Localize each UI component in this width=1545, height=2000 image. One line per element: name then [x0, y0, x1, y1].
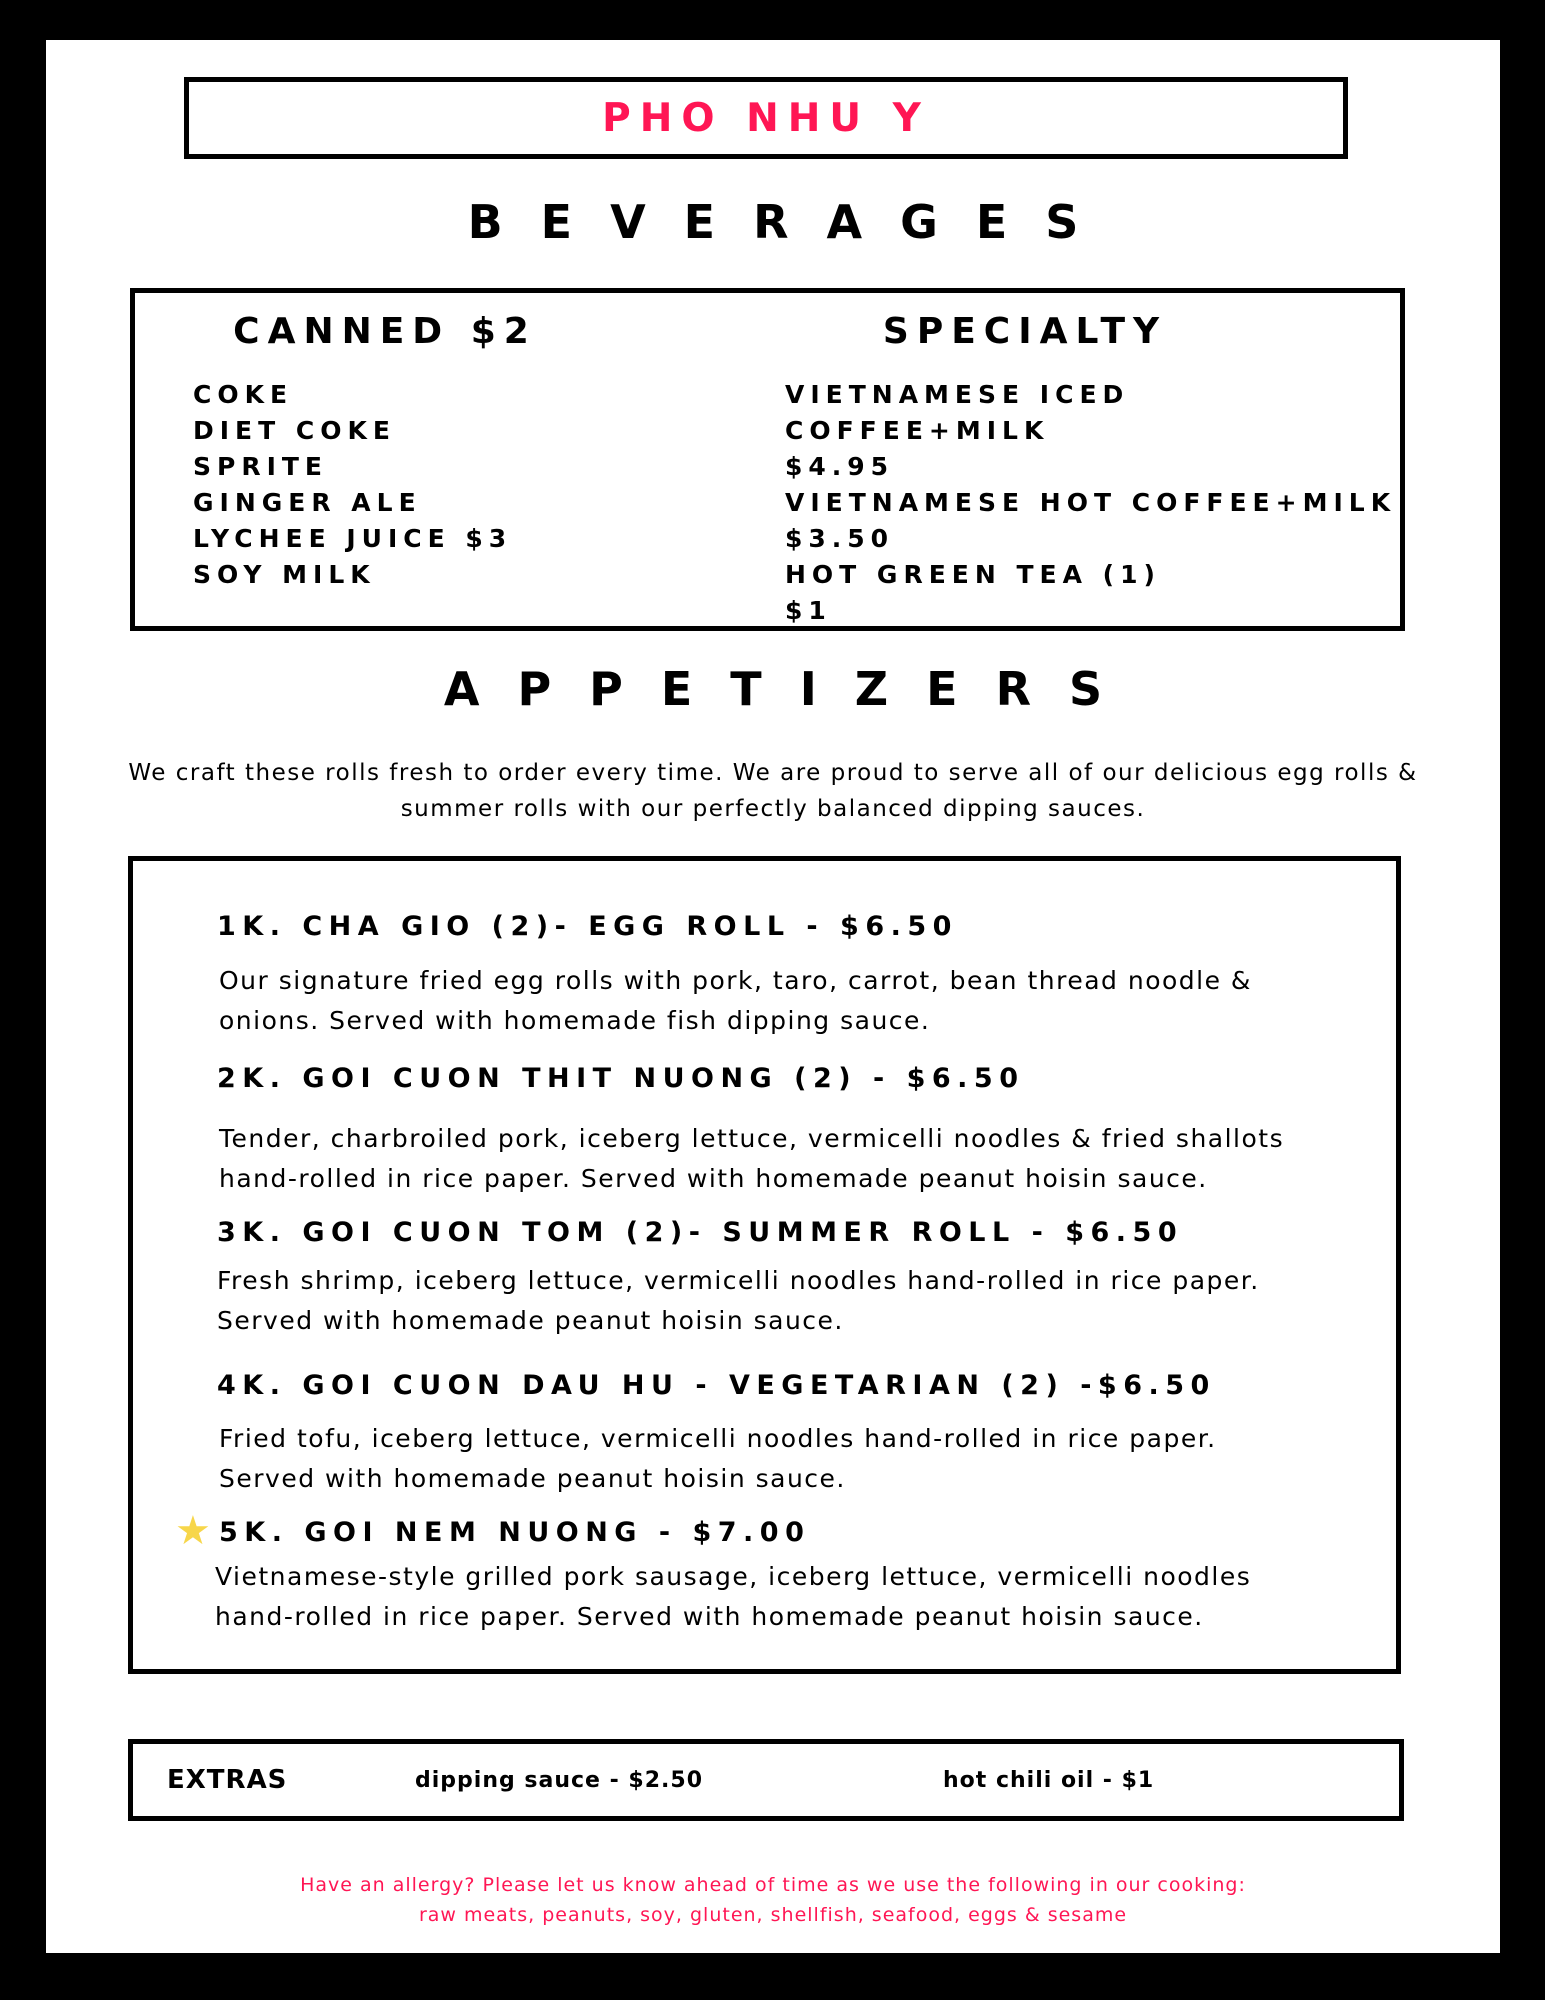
appetizer-title: 3K. GOI CUON TOM (2)- SUMMER ROLL - $6.50 — [217, 1217, 1184, 1248]
beverages-heading: BEVERAGES — [467, 195, 1117, 249]
canned-heading: CANNED $2 — [233, 311, 537, 352]
intro-line: We craft these rolls fresh to order every time. We are proud to serve all of our delicious egg rolls & — [128, 760, 1418, 786]
list-item: SOY MILK — [193, 560, 376, 589]
allergy-line: raw meats, peanuts, soy, gluten, shellfish, seafood, eggs & sesame — [418, 1904, 1128, 1926]
list-item: VIETNAMESE HOT COFFEE+MILK — [785, 488, 1397, 517]
list-item: $1 — [785, 596, 832, 625]
appetizer-title: 4K. GOI CUON DAU HU - VEGETARIAN (2) -$6.50 — [217, 1370, 1216, 1401]
desc-line: hand-rolled in rice paper. Served with homemade peanut hoisin sauce. — [215, 1602, 1204, 1631]
desc-line: onions. Served with homemade fish dipping sauce. — [219, 1006, 931, 1035]
list-item: COKE — [193, 380, 294, 409]
specialty-heading: SPECIALTY — [882, 311, 1168, 352]
title-box — [184, 77, 1348, 159]
desc-line: Tender, charbroiled pork, iceberg lettuce, vermicelli noodles & fried shallots — [219, 1124, 1285, 1153]
appetizer-title: 1K. CHA GIO (2)- EGG ROLL - $6.50 — [217, 911, 958, 942]
desc-line: Vietnamese-style grilled pork sausage, iceberg lettuce, vermicelli noodles — [215, 1562, 1252, 1591]
intro-line: summer rolls with our perfectly balanced dipping sauces. — [400, 796, 1146, 822]
appetizer-title: 2K. GOI CUON THIT NUONG (2) - $6.50 — [217, 1063, 1025, 1094]
desc-line: Our signature fried egg rolls with pork, taro, carrot, bean thread noodle & — [219, 966, 1252, 995]
restaurant-name: PHO NHU Y — [602, 95, 930, 141]
specialty-list — [785, 377, 1400, 629]
appetizer-title: 5K. GOI NEM NUONG - $7.00 — [219, 1517, 811, 1548]
extras-box — [128, 1739, 1404, 1821]
list-item: GINGER ALE — [193, 488, 422, 517]
appetizer-description — [217, 1261, 1260, 1341]
appetizers-intro — [86, 755, 1460, 827]
extras-label: EXTRAS — [167, 1765, 288, 1795]
desc-line: Fresh shrimp, iceberg lettuce, vermicelli noodles hand-rolled in rice paper. — [217, 1266, 1260, 1295]
star-icon: ★ — [175, 1508, 211, 1554]
beverages-box — [130, 288, 1405, 631]
list-item: VIETNAMESE ICED COFFEE+MILK — [785, 380, 1130, 445]
desc-line: Fried tofu, iceberg lettuce, vermicelli noodles hand-rolled in rice paper. — [219, 1424, 1217, 1453]
list-item: SPRITE — [193, 452, 329, 481]
list-item: DIET COKE — [193, 416, 396, 445]
list-item: $3.50 — [785, 524, 895, 553]
appetizer-description — [219, 961, 1252, 1041]
list-item: LYCHEE JUICE $3 — [193, 524, 513, 553]
allergy-notice — [46, 1870, 1500, 1930]
appetizers-box — [128, 856, 1401, 1674]
appetizers-heading: APPETIZERS — [443, 662, 1141, 716]
canned-list — [193, 377, 512, 593]
extras-item: hot chili oil - $1 — [943, 1768, 1155, 1793]
allergy-line: Have an allergy? Please let us know ahead of time as we use the following in our cooking: — [300, 1874, 1246, 1896]
appetizer-description — [215, 1557, 1251, 1637]
list-item: HOT GREEN TEA (1) — [785, 560, 1161, 589]
appetizer-description — [219, 1119, 1284, 1199]
desc-line: Served with homemade peanut hoisin sauce. — [217, 1306, 844, 1335]
desc-line: hand-rolled in rice paper. Served with homemade peanut hoisin sauce. — [219, 1164, 1208, 1193]
appetizer-description — [219, 1419, 1217, 1499]
desc-line: Served with homemade peanut hoisin sauce. — [219, 1464, 846, 1493]
list-item: $4.95 — [785, 452, 895, 481]
menu-page — [46, 40, 1500, 1953]
extras-item: dipping sauce - $2.50 — [415, 1768, 703, 1793]
